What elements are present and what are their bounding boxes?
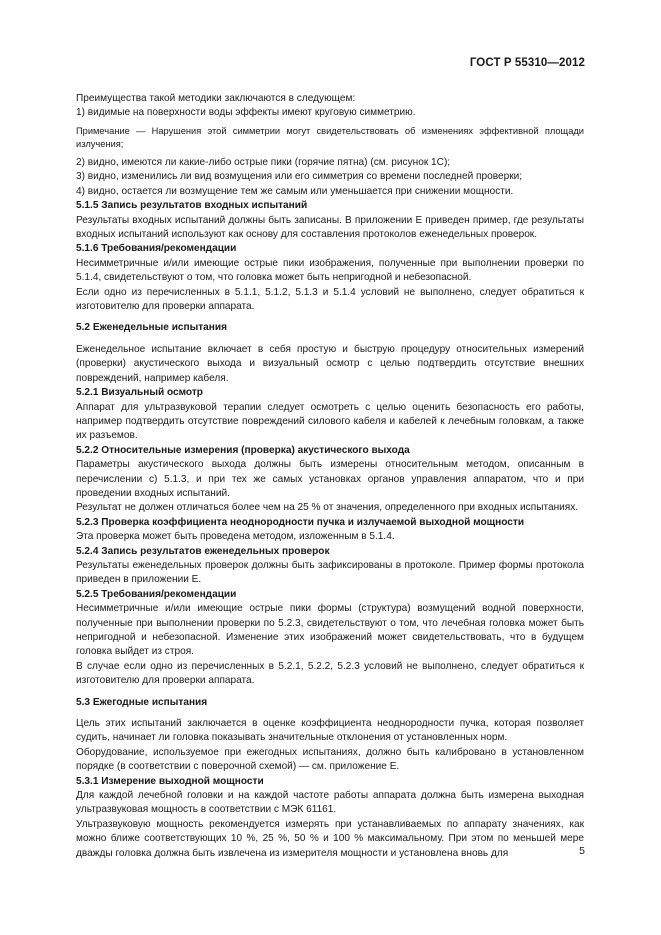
note: Примечание — Нарушения этой симметрии могут свидетельствовать об изменениях эффективной площади излучения; — [76, 125, 584, 150]
section-heading: 5.2.2 Относительные измерения (проверка) акустического выхода — [76, 444, 410, 456]
section-heading: 5.1.5 Запись результатов входных испытаний — [76, 200, 308, 212]
section-heading: 5.3.1 Измерение выходной мощности — [76, 775, 264, 787]
paragraph: Результаты еженедельных проверок должны быть зафиксированы в протоколе. Пример формы протокола приведен в приложении Е. — [76, 559, 584, 586]
document-header: ГОСТ Р 55310—2012 — [469, 57, 585, 69]
paragraph: Еженедельное испытание включает в себя простую и быструю процедуру относительных измерений (проверки) акустического выхода и визуальный осмотр с целью подтвердить отсутствие внешних повреждений, например кабеля. — [76, 343, 584, 384]
list-item: 2) видно, имеются ли какие-либо острые пики (горячие пятна) (см. рисунок 1С); — [76, 157, 451, 168]
paragraph: Эта проверка может быть проведена методом, изложенным в 5.1.4. — [76, 531, 395, 543]
section-heading: 5.2 Еженедельные испытания — [76, 322, 227, 334]
paragraph: Преимущества такой методики заключаются в следующем: — [76, 93, 356, 104]
list-item: 4) видно, остается ли возмущение тем же самым или уменьшается при снижении мощности. — [76, 185, 514, 197]
section-heading: 5.3 Ежегодные испытания — [76, 696, 208, 708]
section-heading: 5.2.3 Проверка коэффициента неоднородности пучка и излучаемой выходной мощности — [76, 516, 525, 528]
paragraph: Результат не должен отличаться более чем на 25 % от значения, определенного при входных испытаниях. — [76, 502, 579, 514]
paragraph: Для каждой лечебной головки и на каждой частоте работы аппарата должна быть измерена выходная ультразвуковая мощность в соответствии с МЭК 61161. — [76, 790, 584, 816]
document-body — [76, 92, 584, 861]
paragraph: Несимметричные и/или имеющие острые пики формы (структура) возмущений водной поверхности, полученные при выполнении проверки по 5.2.3, свидетельствуют о том, что лечебная головка может быть непригодной и небезопасной. Изменение этих изображений может свидетельствовать, что в будущем головка выйдет из строя. — [76, 603, 584, 658]
paragraph: Если одно из перечисленных в 5.1.1, 5.1.2, 5.1.3 и 5.1.4 условий не выполнено, следует обратиться к изготовителю для проверки аппарата. — [76, 286, 584, 313]
paragraph: Несимметричные и/или имеющие острые пики изображения, полученные при выполнении проверки по 5.1.4, свидетельствуют о том, что головка может быть непригодной и небезопасной. — [76, 257, 584, 284]
paragraph: Параметры акустического выхода должны быть измерены относительным методом, описанным в перечислении с) 5.1.3, и при тех же самых установках органов управления аппаратом, что и при проведении входных испытаний. — [76, 459, 584, 499]
paragraph: Цель этих испытаний заключается в оценке коэффициента неоднородности пучка, которая позволяет судить, начинает ли головка показывать значительные отклонения от установленных норм. — [76, 718, 584, 744]
section-heading: 5.2.4 Запись результатов еженедельных проверок — [76, 545, 330, 557]
section-heading: 5.2.1 Визуальный осмотр — [76, 387, 203, 399]
list-item: 3) видно, изменились ли вид возмущения или его симметрия со времени последней проверки; — [76, 171, 523, 183]
paragraph: Оборудование, используемое при ежегодных испытаниях, должно быть калибровано в установленном порядке (в соответствии с поверочной схемой) — см. приложение Е. — [76, 746, 584, 773]
list-item: 1) видимые на поверхности воды эффекты имеют круговую симметрию. — [76, 107, 416, 119]
page-number: 5 — [579, 845, 585, 857]
paragraph: В случае если одно из перечисленных в 5.2.1, 5.2.2, 5.2.3 условий не выполнено, следует обратиться к изготовителю для проверки аппарата. — [76, 660, 584, 687]
paragraph: Ультразвуковую мощность рекомендуется измерять при устанавливаемых по аппарату значениях, как можно ближе соответствующих 10 %, 25 %, 50 % и 100 % максимальному. При этом по меньшей мере дважды головка должна быть извлечена из измерителя мощности и установлена вновь для — [76, 818, 584, 859]
paragraph: Аппарат для ультразвуковой терапии следует осмотреть с целью оценить безопасность его работы, например подтвердить отсутствие повреждений силового кабеля и кабелей к лечебным головкам, а также их разъемов. — [76, 401, 584, 442]
section-heading: 5.2.5 Требования/рекомендации — [76, 588, 237, 600]
paragraph: Результаты входных испытаний должны быть записаны. В приложении Е приведен пример, где результаты входных испытаний используют как основу для составления протоколов еженедельных проверок. — [76, 214, 584, 241]
section-heading: 5.1.6 Требования/рекомендации — [76, 243, 237, 255]
